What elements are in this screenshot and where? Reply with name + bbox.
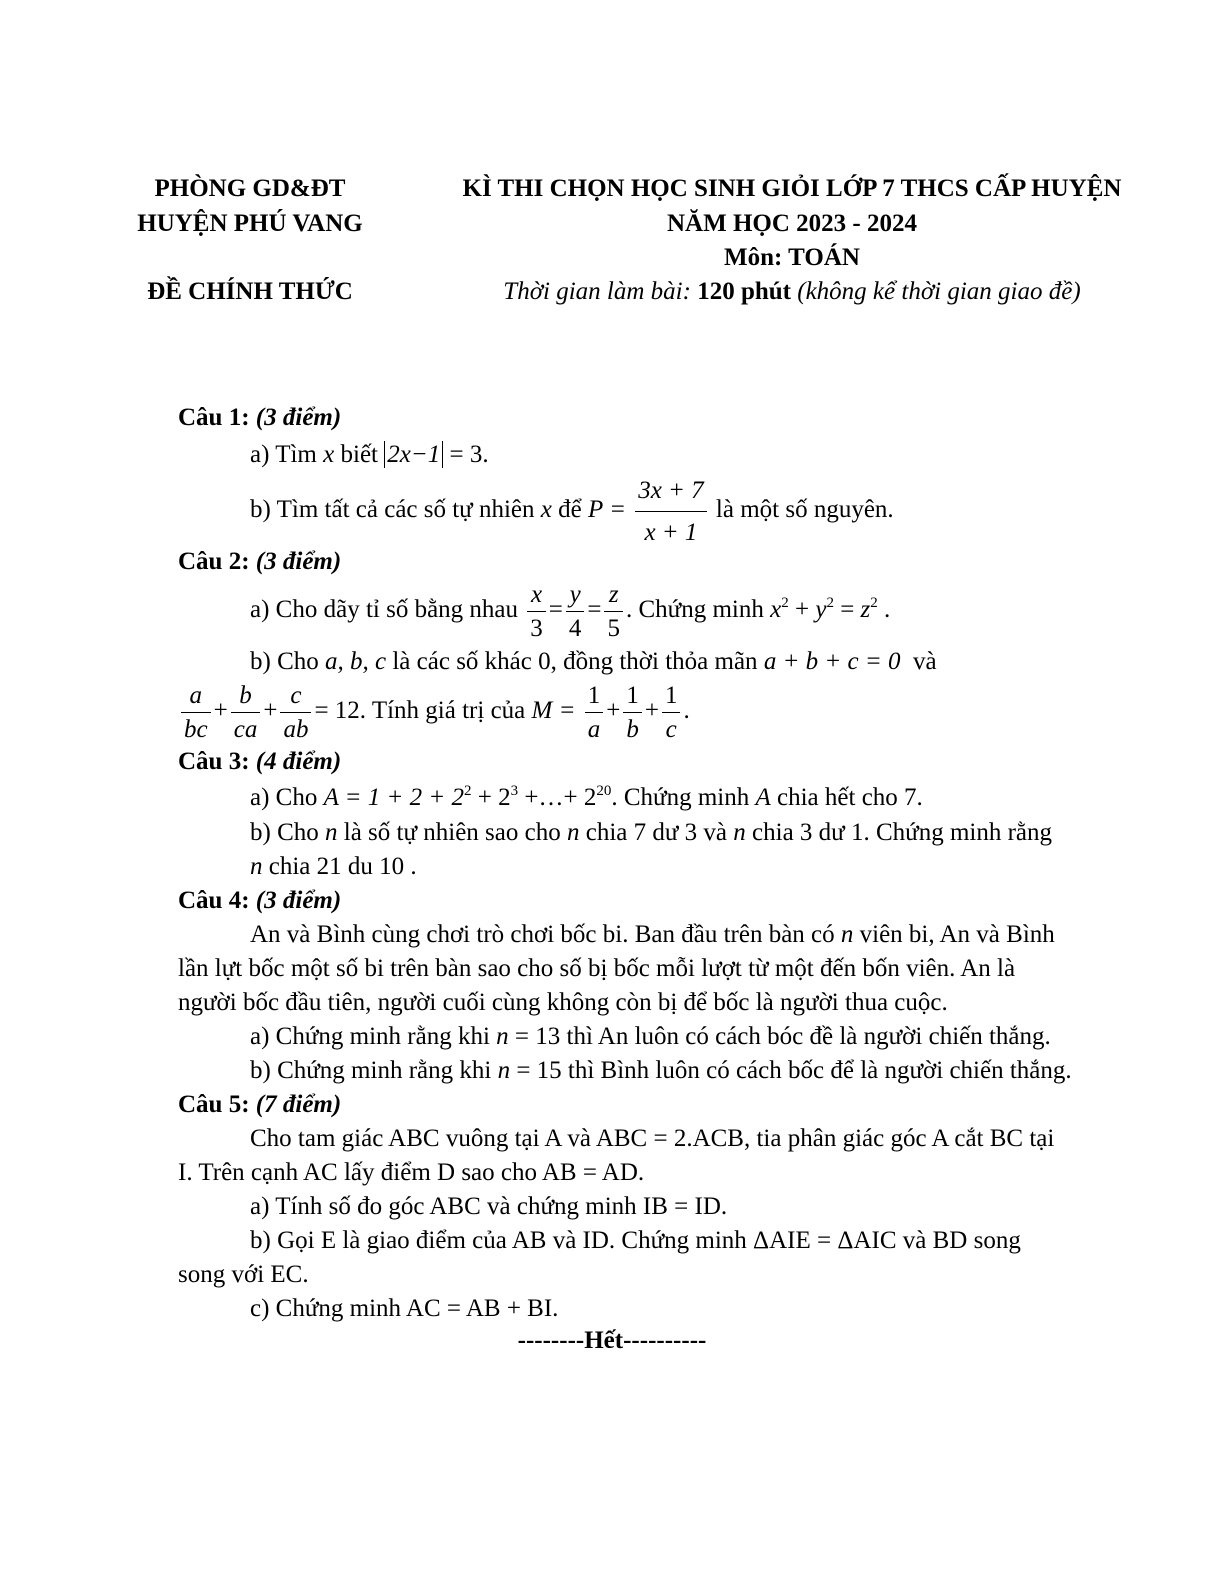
question-4a: a) Chứng minh rằng khi n = 13 thì An luôn có cách bóc đề là người chiến thắng. (250, 1023, 1051, 1050)
question-2b-line2: $\frac{a}{bc}$ + $\frac{b}{ca}$ + $\frac{c}{ab}$ = 12. Tính giá trị của M = $\frac{1}{a}$ + $\frac{1}{b}$ + $\frac{1}{c}$ . (178, 683, 690, 742)
official-label: ĐỀ CHÍNH THỨC (147, 278, 353, 305)
question-4-para-line1: An và Bình cùng chơi trò chơi bốc bi. Ban đầu trên bàn có n viên bi, An và Bình (250, 921, 1055, 948)
subject: Môn: TOÁN (724, 244, 860, 271)
question-2b-line1: b) Cho a, b, c là các số khác 0, đồng thời thỏa mãn a + b + c = 0 và (250, 648, 937, 675)
question-3-heading: Câu 3: (4 điểm) (178, 748, 342, 775)
question-1a: a) Tìm x biết 2x−1 = 3. (250, 441, 489, 468)
question-3b-line1: b) Cho n là số tự nhiên sao cho n chia 7 dư 3 và n chia 3 dư 1. Chứng minh rằng (250, 819, 1053, 846)
question-4-para-line3: người bốc đầu tiên, người cuối cùng không còn bị để bốc là người thua cuộc. (178, 989, 948, 1016)
question-5-heading: Câu 5: (7 điểm) (178, 1091, 342, 1118)
question-5b-line1: b) Gọi E là giao điểm của AB và ID. Chứng minh ΔAIE = ΔAIC và BD song (250, 1227, 1021, 1254)
question-5-para-line1: Cho tam giác ABC vuông tại A và ABC = 2.ACB, tia phân giác góc A cắt BC tại (250, 1125, 1055, 1152)
question-4-para-line2: lần lựt bốc một số bi trên bàn sao cho số bị bốc mỗi lượt từ một đến bốn viên. An là (178, 955, 1016, 982)
question-5a: a) Tính số đo góc ABC và chứng minh IB = ID. (250, 1193, 728, 1220)
fraction-p: $\frac{3x + 7}{x + 1}$ (635, 478, 706, 545)
question-5c: c) Chứng minh AC = AB + BI. (250, 1295, 559, 1322)
question-2a: a) Cho dãy tỉ số bằng nhau $\frac{x}{3}$ = $\frac{y}{4}$ = $\frac{z}{5}$ . Chứng minh $x^2 + y^2 = z^2$ . (250, 581, 891, 642)
question-4-heading: Câu 4: (3 điểm) (178, 887, 342, 914)
question-5b-line2: song với EC. (178, 1261, 309, 1288)
question-1b: b) Tìm tất cả các số tự nhiên x để P = $\frac{3x + 7}{x + 1}$ là một số nguyên. (250, 477, 894, 546)
question-5-para-line2: I. Trên cạnh AC lấy điểm D sao cho AB = AD. (178, 1159, 645, 1186)
time-limit: Thời gian làm bài: 120 phút (không kể thời gian giao đề) (503, 278, 1081, 305)
district-name: HUYỆN PHÚ VANG (137, 210, 363, 237)
end-marker: --------Hết---------- (517, 1327, 707, 1354)
question-2-heading: Câu 2: (3 điểm) (178, 548, 342, 575)
department-name: PHÒNG GD&ĐT (154, 175, 346, 202)
question-1-heading: Câu 1: (3 điểm) (178, 404, 342, 431)
question-3b-line2: n chia 21 du 10 . (250, 853, 417, 880)
school-year: NĂM HỌC 2023 - 2024 (667, 210, 917, 237)
exam-title: KÌ THI CHỌN HỌC SINH GIỎI LỚP 7 THCS CẤP HUYỆN (462, 175, 1122, 202)
question-3a: a) Cho $A = 1 + 2 + 2^2 + 2^3$ +…+ $2^{20}$. Chứng minh A chia hết cho 7. (250, 783, 923, 811)
question-4b: b) Chứng minh rằng khi n = 15 thì Bình luôn có cách bốc để là người chiến thắng. (250, 1057, 1072, 1084)
